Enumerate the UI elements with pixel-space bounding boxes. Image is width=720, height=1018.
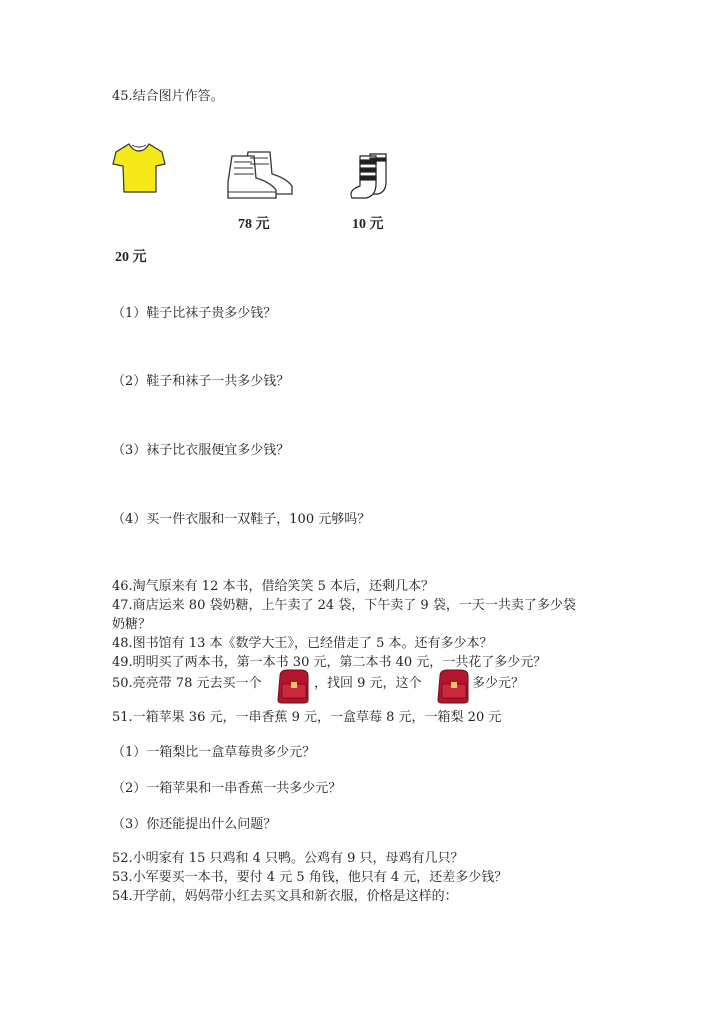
q50-part3: 多少元？	[472, 676, 525, 691]
yellow-tshirt-icon	[112, 142, 166, 194]
q45-sub-2: （2）鞋子和袜子一共多少钱？	[112, 374, 290, 389]
q50-part1: 50.亮亮带 78 元去买一个	[112, 676, 262, 691]
q49: 49.明明买了两本书，第一本书 30 元，第二本书 40 元，一共花了多少元？	[112, 655, 547, 670]
boots-icon	[218, 148, 304, 200]
q46: 46.淘气原来有 12 本书，借给笑笑 5 本后，还剩几本？	[112, 579, 435, 594]
shoes-price: 78 元	[238, 217, 270, 232]
q45-sub-3: （3）袜子比衣服便宜多少钱？	[112, 443, 290, 458]
q45-sub-4: （4）买一件衣服和一双鞋子，100 元够吗？	[112, 512, 371, 527]
shirt-price: 20 元	[115, 250, 147, 265]
red-backpack-icon	[274, 668, 312, 704]
socks-price: 10 元	[352, 217, 384, 232]
socks-icon	[348, 148, 394, 200]
q53: 53.小军要买一本书，要付 4 元 5 角钱，他只有 4 元，还差多少钱？	[112, 870, 508, 885]
q51-title: 51.一箱苹果 36 元，一串香蕉 9 元，一盒草莓 8 元，一箱梨 20 元	[112, 710, 502, 725]
q45-sub-1: （1）鞋子比袜子贵多少钱？	[112, 306, 277, 321]
q47-line1: 47.商店运来 80 袋奶糖，上午卖了 24 袋，下午卖了 9 袋，一天一共卖了多少袋	[112, 598, 576, 613]
q51-sub-1: （1）一箱梨比一盒草莓贵多少元？	[112, 745, 316, 760]
q54: 54.开学前，妈妈带小红去买文具和新衣服，价格是这样的：	[112, 889, 458, 904]
q51-sub-2: （2）一箱苹果和一串香蕉一共多少元？	[112, 781, 342, 796]
q51-sub-3: （3）你还能提出什么问题？	[112, 817, 277, 832]
q50-part2: ，找回 9 元，这个	[314, 676, 422, 691]
red-backpack-icon	[434, 668, 472, 704]
q47-line2: 奶糖？	[112, 617, 152, 632]
q52: 52.小明家有 15 只鸡和 4 只鸭。公鸡有 9 只，母鸡有几只？	[112, 851, 464, 866]
q45-title: 45.结合图片作答。	[112, 89, 224, 104]
q48: 48.图书馆有 13 本《数学大王》，已经借走了 5 本。还有多少本？	[112, 636, 493, 651]
